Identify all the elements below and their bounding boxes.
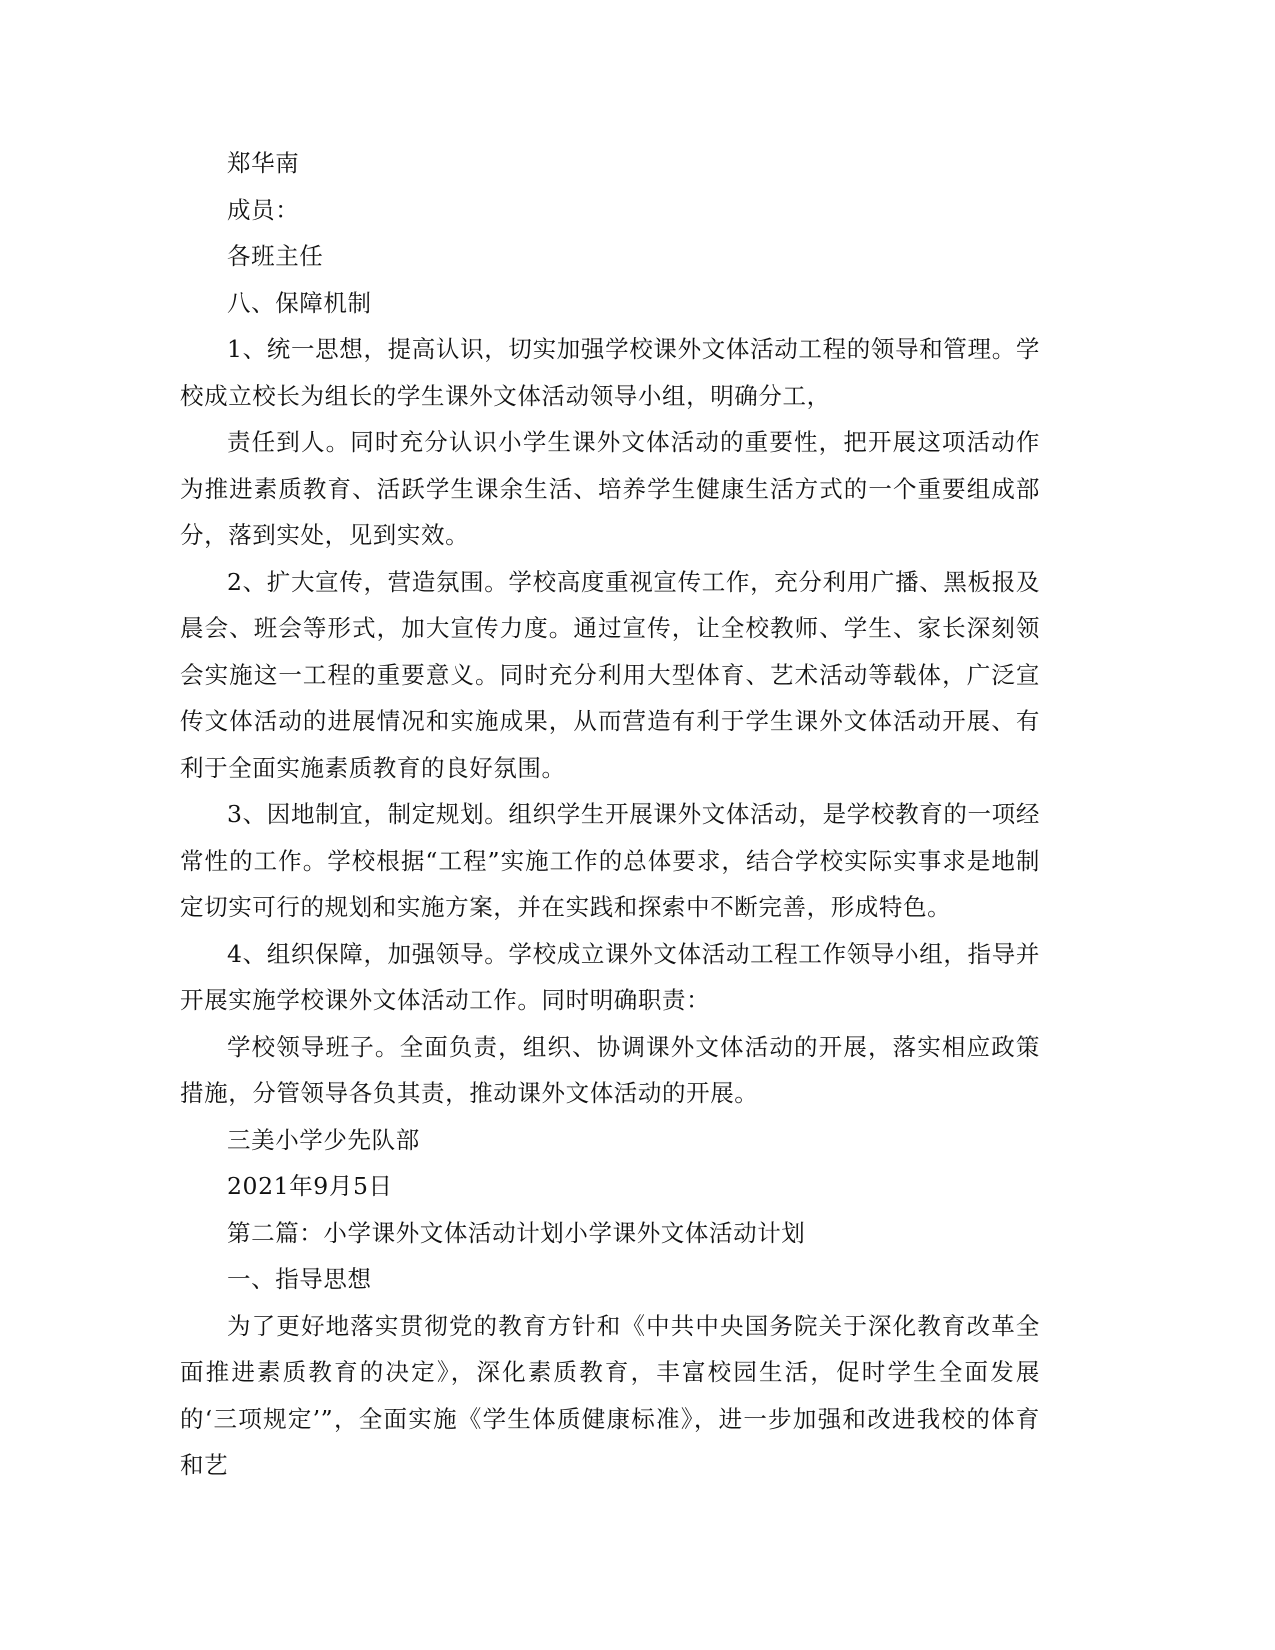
signature-organization: 三美小学少先队部: [227, 1125, 420, 1154]
signature-date: 2021年9月5日: [227, 1172, 393, 1200]
section-heading-guarantee: 八、保障机制: [227, 288, 372, 317]
paragraph-point-4: 4、组织保障，加强领导。学校成立课外文体活动工程工作领导小组，指导并开展实施学校课外文体活动工作。同时明确职责：: [180, 939, 1040, 1014]
section-heading-guiding-ideology: 一、指导思想: [227, 1265, 372, 1293]
paragraph-name: 郑华南: [227, 149, 300, 177]
paragraph-point-1-continued: 责任到人。同时充分认识小学生课外文体活动的重要性，把开展这项活动作为推进素质教育、活跃学生课余生活、培养学生健康生活方式的一个重要组成部分，落到实处，见到实效。: [180, 428, 1040, 549]
paragraph-leadership: 学校领导班子。全面负责，组织、协调课外文体活动的开展，落实相应政策措施，分管领导各负其责，推动课外文体活动的开展。: [180, 1032, 1040, 1107]
paragraph-point-3: 3、因地制宜，制定规划。组织学生开展课外文体活动，是学校教育的一项经常性的工作。学校根据“工程”实施工作的总体要求，结合学校实际实事求是地制定切实可行的规划和实施方案，并在实践和探索中不断完善，形成特色。: [180, 800, 1040, 921]
paragraph-members: 各班主任: [227, 242, 324, 270]
part-two-title: 第二篇：小学课外文体活动计划小学课外文体活动计划: [227, 1218, 806, 1247]
paragraph-guiding-ideology: 为了更好地落实贯彻党的教育方针和《中共中央国务院关于深化教育改革全面推进素质教育的决定》，深化素质教育，丰富校园生活，促时学生全面发展的‘三项规定’”，全面实施《学生体质健康标准》，进一步加强和改进我校的体育和艺: [180, 1311, 1040, 1479]
paragraph-point-1: 1、统一思想，提高认识，切实加强学校课外文体活动工程的领导和管理。学校成立校长为组长的学生课外文体活动领导小组，明确分工，: [180, 335, 1040, 410]
paragraph-point-2: 2、扩大宣传，营造氛围。学校高度重视宣传工作，充分利用广播、黑板报及晨会、班会等形式，加大宣传力度。通过宣传，让全校教师、学生、家长深刻领会实施这一工程的重要意义。同时充分利用大型体育、艺术活动等载体，广泛宣传文体活动的进展情况和实施成果，从而营造有利于学生课外文体活动开展、有利于全面实施素质教育的良好氛围。: [180, 567, 1040, 782]
paragraph-members-label: 成员：: [227, 195, 300, 224]
document-body: [180, 140, 1040, 1489]
